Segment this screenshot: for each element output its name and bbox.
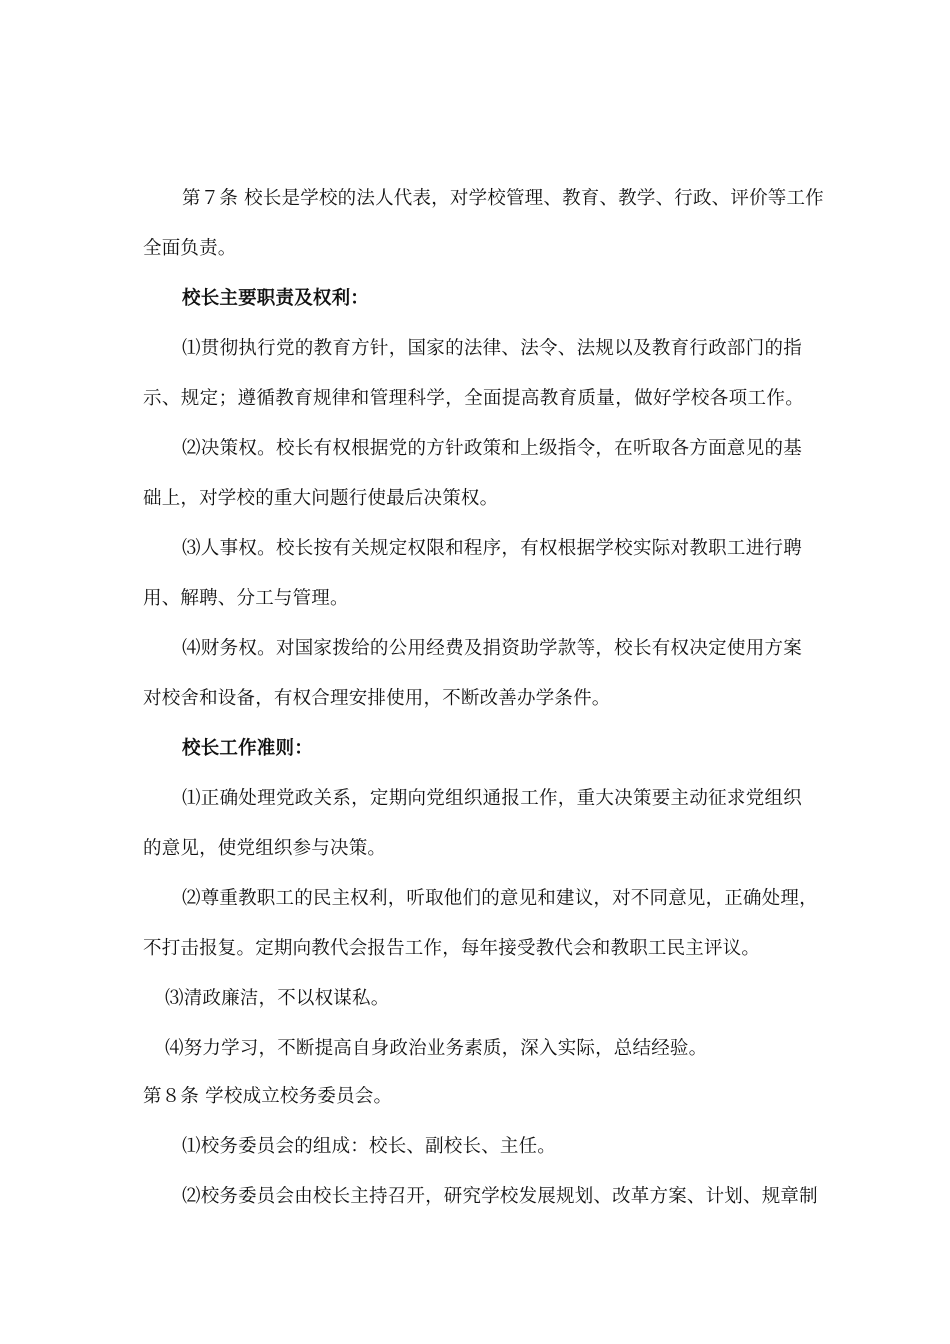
duty-4-line-2: 对校舍和设备，有权合理安排使用，不断改善办学条件。 — [143, 688, 611, 709]
duty-3-line-1: ⑶人事权。校长按有关规定权限和程序，有权根据学校实际对教职工进行聘 — [182, 538, 802, 559]
guideline-1-line-1: ⑴正确处理党政关系，定期向党组织通报工作，重大决策要主动征求党组织 — [182, 788, 802, 809]
duty-3-line-2: 用、解聘、分工与管理。 — [143, 588, 349, 609]
committee-item-2-line-1: ⑵校务委员会由校长主持召开，研究学校发展规划、改革方案、计划、规章制 — [182, 1186, 818, 1207]
article-7-line-2: 全面负责。 — [143, 238, 237, 259]
guideline-4: ⑷努力学习，不断提高自身政治业务素质，深入实际，总结经验。 — [165, 1038, 708, 1059]
guideline-3: ⑶清政廉洁，不以权谋私。 — [165, 988, 390, 1009]
duty-1-line-1: ⑴贯彻执行党的教育方针，国家的法律、法令、法规以及教育行政部门的指 — [182, 338, 802, 359]
duty-1-line-2: 示、规定；遵循教育规律和管理科学，全面提高教育质量，做好学校各项工作。 — [143, 388, 804, 409]
guideline-2-line-2: 不打击报复。定期向教代会报告工作，每年接受教代会和教职工民主评议。 — [143, 938, 761, 959]
article-8-heading: 第８条 学校成立校务委员会。 — [143, 1086, 393, 1107]
section-heading-principal-guidelines: 校长工作准则： — [182, 738, 313, 759]
committee-item-1: ⑴校务委员会的组成：校长、副校长、主任。 — [182, 1136, 557, 1157]
duty-2-line-2: 础上，对学校的重大问题行使最后决策权。 — [143, 488, 499, 509]
duty-2-line-1: ⑵决策权。校长有权根据党的方针政策和上级指令，在听取各方面意见的基 — [182, 438, 802, 459]
guideline-2-line-1: ⑵尊重教职工的民主权利，听取他们的意见和建议，对不同意见，正确处理， — [182, 888, 818, 909]
guideline-1-line-2: 的意见，使党组织参与决策。 — [143, 838, 387, 859]
duty-4-line-1: ⑷财务权。对国家拨给的公用经费及捐资助学款等，校长有权决定使用方案 — [182, 638, 802, 659]
section-heading-principal-duties: 校长主要职责及权利： — [182, 288, 370, 309]
article-7-line-1: 第７条 校长是学校的法人代表，对学校管理、教育、教学、行政、评价等工作 — [182, 188, 824, 209]
